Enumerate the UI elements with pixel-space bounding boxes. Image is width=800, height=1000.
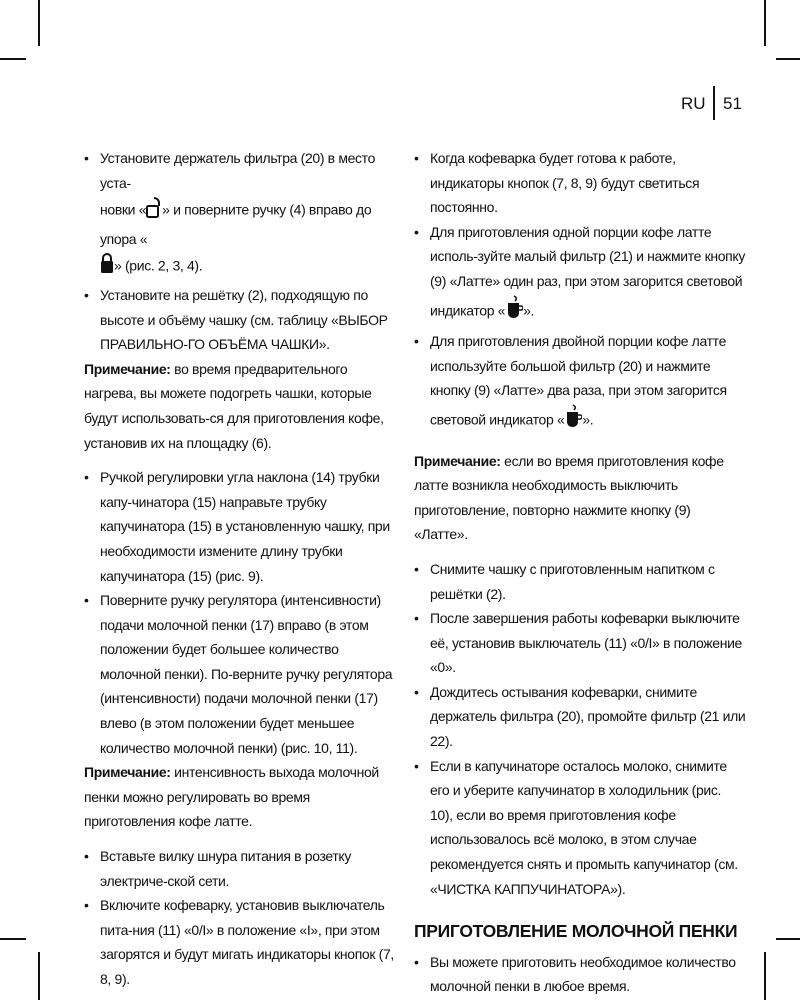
note: Примечание: интенсивность выхода молочной пенки можно регулировать во время приготовления кофе латте. — [84, 764, 379, 830]
list-item: • Для приготовления двойной порции кофе латте используйте большой фильтр (20) и нажмите кнопку (9) «Латте» два раза, при этом загорится световой индикатор « ». — [414, 329, 746, 438]
crop-mark — [764, 952, 766, 1000]
note-label: Примечание: — [84, 360, 171, 377]
list-item: • Когда кофеварка будет готова к работе, индикаторы кнопок (7, 8, 9) будут светиться постоянно. — [414, 146, 746, 220]
bullet: • — [414, 333, 419, 350]
bullet: • — [414, 560, 419, 577]
bullet: • — [84, 469, 89, 486]
left-column — [84, 146, 402, 992]
crop-mark — [776, 938, 800, 940]
bullet: • — [84, 848, 89, 865]
list-item: • Снимите чашку с приготовленным напитком с решётки (2). — [414, 557, 746, 606]
bullet: • — [414, 683, 419, 700]
crop-mark — [0, 58, 26, 60]
unlock-icon — [146, 195, 162, 227]
list-item: • Для приготовления одной порции кофе латте исполь-зуйте малый фильтр (21) и нажмите кнопку (9) «Латте» один раз, при этом загорится световой индикатор « ». — [414, 220, 746, 329]
note: Примечание: во время предварительного нагрева, вы можете подогреть чашки, которые будут использовать-ся для приготовления кофе, установив их на площадку (6). — [84, 360, 384, 451]
page-number: 51 — [723, 94, 742, 113]
bullet: • — [414, 150, 419, 166]
latte-cup-icon — [505, 294, 523, 330]
crop-mark — [764, 0, 766, 46]
note-label: Примечание: — [414, 452, 501, 469]
language-code: RU — [681, 94, 706, 113]
bullet: • — [84, 592, 89, 609]
header-divider — [713, 86, 715, 120]
list-item: • Ручкой регулировки угла наклона (14) трубки капу-чинатора (15) направьте трубку капучинатора (15) в установленную чашку, при необходимости измените длину трубки капучинатора (15) (рис. 9). — [84, 465, 402, 588]
bullet: • — [84, 897, 89, 914]
bullet: • — [84, 150, 89, 166]
bullet: • — [414, 610, 419, 627]
bullet: • — [414, 223, 419, 240]
crop-mark — [776, 58, 800, 60]
crop-mark — [38, 952, 40, 1000]
lock-icon — [100, 251, 114, 283]
page-header — [671, 92, 741, 122]
list-item: • Дождитесь остывания кофеварки, снимите держатель фильтра (20), промойте фильтр (21 или 22). — [414, 680, 746, 754]
list-item: • Установите держатель фильтра (20) в место уста- новки « » и поверните ручку (4) вправо до упора « » (рис. 2, 3, 4). — [84, 146, 402, 283]
list-item: • После завершения работы кофеварки выключите её, установив выключатель (11) «0/I» в положение «0». — [414, 606, 746, 680]
right-column — [414, 146, 746, 999]
bullet: • — [84, 286, 89, 303]
list-item: • Вставьте вилку шнура питания в розетку электриче-ской сети. — [84, 844, 402, 893]
list-item: • Установите на решётку (2), подходящую по высоте и объёму чашку (см. таблицу «ВЫБОР ПРАВИЛЬНО-ГО ОБЪЁМА ЧАШКИ». — [84, 283, 402, 357]
list-item: • Поверните ручку регулятора (интенсивности) подачи молочной пенки (17) вправо (в этом положении будет большее количество молочной пенки). По-верните ручку регулятора (интенсивности) подачи молочной пенки (17) влево (в этом положении будет меньшее количество молочной пенки) (рис. 10, 11). — [84, 588, 402, 760]
note: Примечание: если во время приготовления кофе латте возникла необходимость выключить приготовление, повторно нажмите кнопку (9) «Латте». — [414, 452, 724, 543]
bullet: • — [414, 953, 419, 970]
list-item: • Включите кофеварку, установив выключатель пита-ния (11) «0/I» в положение «I», при этом загорятся и будут мигать индикаторы кнопок (7, 8, 9). — [84, 893, 402, 991]
crop-mark — [0, 938, 26, 940]
list-item: • Если в капучинаторе осталось молоко, снимите его и уберите капучинатор в холодильник (рис. 10), если во время приготовления кофе использовалось всё молоко, в этом случае рекомендуется снять и промыть капучинатор (см. «ЧИСТКА КАППУЧИНАТОРА»). — [414, 754, 746, 902]
latte-cup-icon — [564, 403, 582, 439]
section-heading: ПРИГОТОВЛЕНИЕ МОЛОЧНОЙ ПЕНКИ — [414, 921, 738, 942]
note-label: Примечание: — [84, 764, 171, 781]
list-item: • Вы можете приготовить необходимое количество молочной пенки в любое время. — [414, 950, 746, 999]
bullet: • — [414, 757, 419, 774]
crop-mark — [38, 0, 40, 46]
